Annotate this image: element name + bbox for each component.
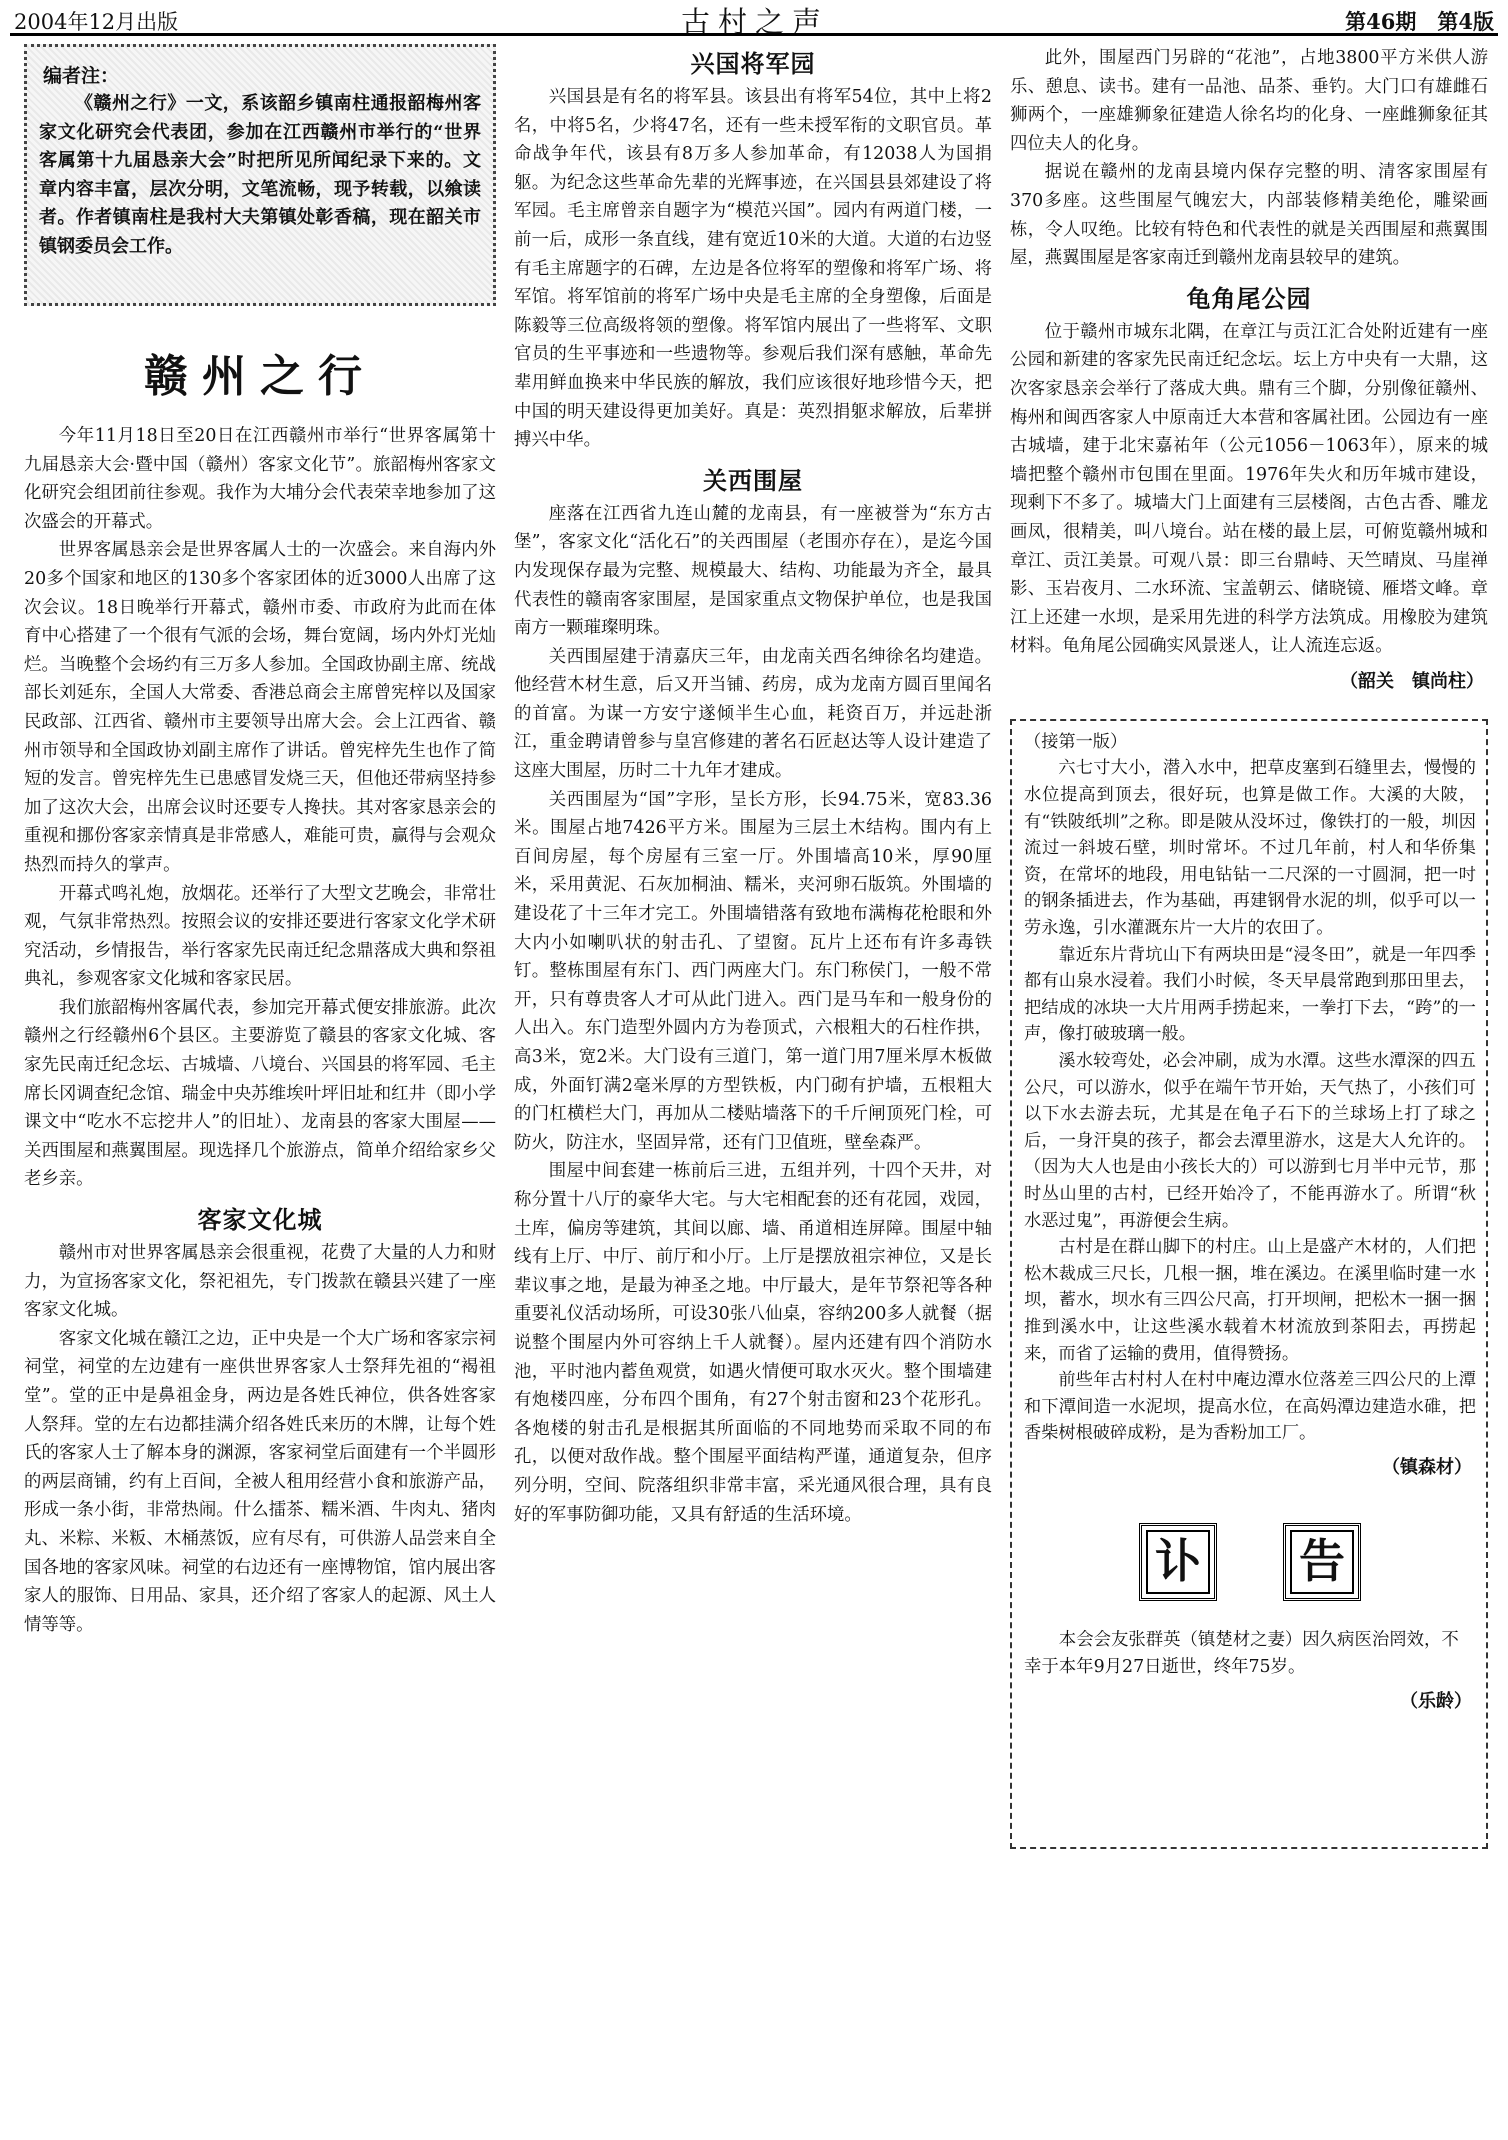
issue-number: 第46期 第4版 — [1345, 9, 1494, 34]
article-title: 赣州之行 — [144, 351, 376, 402]
masthead: 古村之声 — [680, 5, 829, 39]
subheading-guanxi-weiwu: 关西围屋 — [703, 465, 803, 495]
issue-date: 2004年12月出版 — [14, 10, 179, 34]
paragraph: 古村是在群山脚下的村庄。山上是盛产木材的，人们把松木裁成三尺长，几根一捆，堆在溪边。在溪里临时建一水坝，蓄水，坝水有三四公尺高，打开坝闸，把松木一捆一捆推到溪水中，让这些溪水载着木材流放到茶阳去，再捞起来，而省了运输的费用，值得赞扬。 — [1024, 1237, 1476, 1364]
obituary-char-2: 告 — [1283, 1523, 1361, 1601]
obituary-char-1: 讣 — [1139, 1523, 1217, 1601]
column-1 — [24, 44, 496, 2134]
editor-note-text: 《赣州之行》一文，系该韶乡镇南柱通报韶梅州客家文化研究会代表团，参加在江西赣州市举行的“世界客属第十九届恳亲大会”时把所见所闻纪录下来的。文章内容丰富，层次分明，文笔流畅，现予转载，以飨读者。作者镇南柱是我村大夫第镇处彰香稿，现在韶关市镇钢委员会工作。 — [39, 93, 481, 257]
page-header — [0, 0, 1508, 39]
obituary-heading — [1024, 1523, 1476, 1601]
paragraph: 关西围屋建于清嘉庆三年，由龙南关西名绅徐名均建造。他经营木材生意，后又开当铺、药房，成为龙南方圆百里闻名的首富。为谋一方安宁遂倾半生心血，耗资百万，并远赴浙江，重金聘请曾参与皇宫修建的著名石匠赵达等人设计建造了这座大围屋，历时二十九年才建成。 — [514, 646, 992, 782]
paragraph: 我们旅韶梅州客属代表，参加完开幕式便安排旅游。此次赣州之行经赣州6个县区。主要游览了赣县的客家文化城、客家先民南迁纪念坛、古城墙、八境台、兴国县的将军园、毛主席长冈调查纪念馆、瑞金中央苏维埃叶坪旧址和红井（即小学课文中“吃水不忘挖井人”的旧址）、龙南县的客家大围屋——关西围屋和燕翼围屋。现选择几个旅游点，简单介绍给家乡父老乡亲。 — [24, 997, 496, 1190]
paragraph: 关西围屋为“国”字形，呈长方形，长94.75米，宽83.36米。围屋占地7426平方米。围屋为三层土木结构。围内有上百间房屋，每个房屋有三室一厅。外围墙高10米，厚90厘米，采用黄泥、石灰加桐油、糯米，夹河卵石版筑。外围墙的建设花了十三年才完工。外围墙错落有致地布满梅花枪眼和外大内小如喇叭状的射击孔、了望窗。瓦片上还布有许多毒铁钉。整栋围屋有东门、西门两座大门。东门称侯门，一般不常开，只有尊贵客人才可从此门进入。西门是马车和一般身份的人出入。东门造型外圆内方为卷顶式，六根粗大的石柱作拱，高3米，宽2米。大门设有三道门，第一道门用7厘米厚木板做成，外面钉满2毫米厚的方型铁板，内门砌有护墙，五根粗大的门杠横栏大门，再加从二楼贴墙落下的千斤闸顶死门栓，可防火，防注水，坚固异常，还有门卫值班，壁垒森严。 — [514, 789, 992, 1153]
paragraph: 兴国县是有名的将军县。该县出有将军54位，其中上将2名，中将5名，少将47名，还有一些未授军衔的文职官员。革命战争年代，该县有8万多人参加革命，有12038人为国捐躯。为纪念这些革命先辈的光辉事迹，在兴国县县郊建设了将军园。毛主席曾亲自题字为“模范兴国”。园内有两道门楼，一前一后，成形一条直线，建有宽近10米的大道。大道的右边竖有毛主席题字的石碑，左边是各位将军的塑像和将军广场、将军馆。将军馆前的将军广场中央是毛主席的全身塑像，后面是陈毅等三位高级将领的塑像。将军馆内展出了一些将军、文职官员的生平事迹和一些遗物等。参观后我们深有感触，革命先辈用鲜血换来中华民族的解放，我们应该很好地珍惜今天，把中国的明天建设得更加美好。真是：英烈捐躯求解放，后辈拼搏兴中华。 — [514, 87, 992, 451]
editor-note-label: 编者注： — [43, 65, 120, 87]
column-2 — [514, 44, 992, 2134]
paragraph: 座落在江西省九连山麓的龙南县，有一座被誉为“东方古堡”，客家文化“活化石”的关西围屋（老围亦存在），是迄今国内发现保存最为完整、规模最大、结构、功能最为齐全，最具代表性的赣南客家围屋，是国家重点文物保护单位，也是我国南方一颗璀璨明珠。 — [514, 503, 992, 639]
paragraph: 赣州市对世界客属恳亲会很重视，花费了大量的人力和财力，为宣扬客家文化，祭祀祖先，专门拨款在赣县兴建了一座客家文化城。 — [24, 1243, 496, 1321]
continued-lead: （接第一版） — [1024, 731, 1128, 752]
paragraph: 开幕式鸣礼炮，放烟花。还举行了大型文艺晚会，非常壮观，气氛非常热烈。按照会议的安排还要进行客家文化学术研究活动，乡情报告，举行客家先民南迁纪念鼎落成大典和祭祖典礼，参观客家文化城和客家民居。 — [24, 883, 496, 990]
subheading-guijiaowei-park: 龟角尾公园 — [1186, 283, 1312, 313]
article-signature: （韶关 镇尚柱） — [1340, 670, 1484, 692]
editor-note-box — [24, 44, 496, 306]
paragraph: 溪水较弯处，必会冲刷，成为水潭。这些水潭深的四五公尺，可以游水，似乎在端午节开始，天气热了，小孩们可以下水去游去玩，尤其是在龟子石下的兰球场上打了球之后，一身汗臭的孩子，都会去潭里游水，这是大人允许的。（因为大人也是由小孩长大的）可以游到七月半中元节，那时丛山里的古村，已经开始冷了，不能再游水了。所谓“秋水恶过鬼”，再游便会生病。 — [1024, 1051, 1476, 1231]
subheading-general-park: 兴国将军园 — [690, 49, 816, 78]
header-rule — [10, 33, 1498, 36]
paragraph: 位于赣州市城东北隅，在章江与贡江汇合处附近建有一座公园和新建的客家先民南迁纪念坛。坛上方中央有一大鼎，这次客家恳亲会举行了落成大典。鼎有三个脚，分别像征赣州、梅州和闽西客家人中原南迁大本营和客属社团。公园边有一座古城墙，建于北宋嘉祐年（公元1056－1063年），原来的城墙把整个赣州市包围在里面。1976年失火和历年城市建设，现剩下不多了。城墙大门上面建有三层楼阁，古色古香、雕龙画凤，很精美，叫八境台。站在楼的最上层，可俯览赣州城和章江、贡江美景。可观八景：即三台鼎峙、天竺晴岚、马崖禅影、玉岩夜月、二水环流、宝盖朝云、储晓镜、雁塔文峰。章江上还建一水坝，是采用先进的科学方法筑成。用橡胶为建筑材料。龟角尾公园确实风景迷人，让人流连忘返。 — [1010, 321, 1488, 657]
paragraph: 客家文化城在赣江之边，正中央是一个大广场和客家宗祠祠堂，祠堂的左边建有一座供世界客家人士祭拜先祖的“褐祖堂”。堂的正中是鼻祖金身，两边是各姓氏神位，供各姓客家人祭拜。堂的左右边都挂满介绍各姓氏来历的木牌，让每个姓氏的客家人士了解本身的渊源，客家祠堂后面建有一个半圆形的两层商铺，约有上百间，全被人租用经营小食和旅游产品，形成一条小街，非常热闹。什么擂茶、糯米酒、牛肉丸、猪肉丸、米粽、米粄、木桶蒸饭，应有尽有，可供游人品尝来自全国各地的客家风味。祠堂的右边还有一座博物馆，馆内展出客家人的服饰、日用品、家具，还介绍了客家人的起源、风土人情等等。 — [24, 1328, 496, 1635]
paragraph: 今年11月18日至20日在江西赣州市举行“世界客属第十九届恳亲大会·暨中国（赣州）客家文化节”。旅韶梅州客家文化研究会组团前往参观。我作为大埔分会代表荣幸地参加了这次盛会的开幕式。 — [24, 426, 496, 532]
obituary-signature: （乐龄） — [1400, 1690, 1472, 1712]
paragraph: 六七寸大小，潜入水中，把草皮塞到石缝里去，慢慢的水位提高到顶去，很好玩，也算是做工作。大溪的大陂，有“铁陂纸圳”之称。即是陂从没坏过，像铁打的一般，圳因流过一斜坡石壁，圳时常坏。不过几年前，村人和华侨集资，在常坏的地段，用电钻钻一二尺深的一寸圆洞，把一吋的钢条插进去，作为基础，再建钢骨水泥的圳，似乎可以一劳永逸，引水灌溉东片一大片的农田了。 — [1024, 758, 1476, 939]
paragraph: 靠近东片背坑山下有两块田是“浸冬田”，就是一年四季都有山泉水浸着。我们小时候，冬天早晨常跑到那田里去，把结成的冰块一大片用两手捞起来，一拳打下去，“跨”的一声，像打破玻璃一般。 — [1024, 944, 1476, 1045]
paragraph: 围屋中间套建一栋前后三进，五组并列，十四个天井，对称分置十八厅的豪华大宅。与大宅相配套的还有花园，戏园，土库，偏房等建筑，其间以廊、墙、甬道相连屏障。围屋中轴线有上厅、中厅、前厅和小厅。上厅是摆放祖宗神位，又是长辈议事之地，是最为神圣之地。中厅最大，是年节祭祀等各种重要礼仪活动场所，可设30张八仙桌，容纳200多人就餐（据说整个围屋内外可容纳上千人就餐）。屋内还建有四个消防水池，平时池内蓄鱼观赏，如遇火情便可取水灭火。整个围墙建有炮楼四座，分布四个围角，有27个射击窗和23个花形孔。各炮楼的射击孔是根据其所面临的不同地势而采取不同的布孔，以便对敌作战。整个围屋平面结构严谨，通道复杂，但序列分明，空间、院落组织非常丰富，采光通风很合理，具有良好的军事防御功能，又具有舒适的生活环境。 — [514, 1161, 992, 1525]
continued-signature: （镇森材） — [1382, 1456, 1472, 1478]
paragraph: 世界客属恳亲会是世界客属人士的一次盛会。来自海内外20多个国家和地区的130多个客家团体的近3000人出席了这次会议。18日晚举行开幕式，赣州市委、市政府为此而在体育中心搭建了一个很有气派的会场，舞台宽阔，场内外灯光灿烂。当晚整个会场约有三万多人参加。全国政协副主席、统战部长刘延东，全国人大常委、香港总商会主席曾宪梓以及国家民政部、江西省、赣州市主要领导出席大会。会上江西省、赣州市领导和全国政协刘副主席作了讲话。曾宪梓先生也作了简短的发言。曾宪梓先生已患感冒发烧三天，但他还带病坚持参加了这次大会，出席会议时还要专人搀扶。其对客家恳亲会的重视和挪份客家亲情真是非常感人，难能可贵，赢得与会观众热烈而持久的掌声。 — [24, 540, 496, 875]
paragraph: 前些年古村村人在村中庵边潭水位落差三四公尺的上潭和下潭间造一水泥坝，提高水位，在高妈潭边建造水碓，把香柴树根破碎成粉，是为香粉加工厂。 — [1024, 1370, 1476, 1444]
continued-article-box — [1010, 719, 1488, 1849]
paragraph: 据说在赣州的龙南县境内保存完整的明、清客家围屋有370多座。这些围屋气魄宏大，内部装修精美绝伦，雕梁画栋，令人叹绝。比较有特色和代表性的就是关西围屋和燕翼围屋，燕翼围屋是客家南迁到赣州龙南县较早的建筑。 — [1010, 162, 1488, 269]
paragraph: 此外，围屋西门另辟的“花池”，占地3800平方米供人游乐、憩息、读书。建有一品池、品茶、垂钓。大门口有雄雌石狮两个，一座雄狮象征建造人徐名均的化身、一座雌狮象征其四位夫人的化身。 — [1010, 48, 1488, 154]
obituary-text: 本会会友张群英（镇楚材之妻）因久病医治罔效，不幸于本年9月27日逝世，终年75岁。 — [1024, 1629, 1459, 1677]
column-3 — [1010, 44, 1488, 2134]
subheading-hakka-culture-city: 客家文化城 — [197, 1205, 323, 1235]
